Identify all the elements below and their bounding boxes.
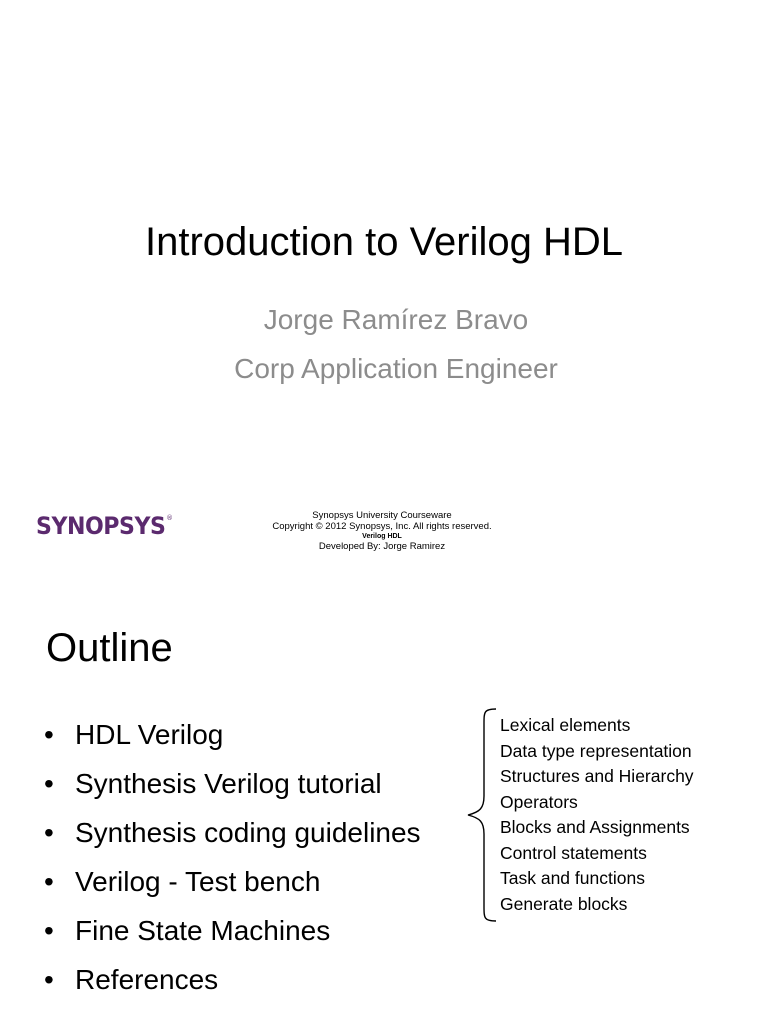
- bullet-text: Synthesis coding guidelines: [75, 817, 421, 848]
- logo-text: SYNOPSYS: [36, 512, 166, 540]
- outline-bullet: [44, 857, 421, 906]
- slide-title: Introduction to Verilog HDL: [144, 220, 624, 264]
- footer-copyright: Copyright © 2012 Synopsys, Inc. All rights reserved.: [272, 521, 492, 532]
- bullet-text: HDL Verilog: [75, 719, 224, 750]
- outline-bullet: [44, 955, 421, 1004]
- subtopic-item: Data type representation: [500, 740, 692, 761]
- curly-brace-icon: [462, 708, 498, 922]
- outline-bullet-list: [44, 710, 421, 1004]
- outline-bullet: [44, 759, 421, 808]
- bullet-text: Synthesis Verilog tutorial: [75, 768, 382, 799]
- bullet-text: References: [75, 964, 219, 995]
- bullet-icon: •: [44, 817, 54, 848]
- synopsys-logo: [36, 512, 171, 540]
- subtopic-item: Lexical elements: [500, 715, 631, 735]
- bullet-icon: •: [44, 866, 54, 897]
- author-role: Corp Application Engineer: [234, 353, 558, 384]
- subtopic-item: Task and functions: [500, 868, 645, 888]
- subtopic-item: Operators: [500, 791, 578, 812]
- subtopic-list: [500, 713, 694, 917]
- outline-slide: [0, 600, 768, 1024]
- courseware-footer: [232, 510, 532, 552]
- outline-bullet: [44, 808, 421, 857]
- bullet-icon: •: [44, 768, 54, 799]
- footer-courseware: Synopsys University Courseware: [312, 510, 452, 521]
- bullet-icon: •: [44, 964, 54, 995]
- footer-developer: Developed By: Jorge Ramirez: [318, 541, 446, 552]
- outline-bullet: [44, 710, 421, 759]
- outline-bullet: [44, 906, 421, 955]
- subtopic-item: Structures and Hierarchy: [500, 766, 694, 786]
- subtopic-item: Blocks and Assignments: [500, 817, 690, 837]
- bullet-icon: •: [44, 719, 54, 750]
- bullet-text: Fine State Machines: [75, 915, 331, 946]
- subtopic-item: Generate blocks: [500, 893, 628, 914]
- author-name: Jorge Ramírez Bravo: [263, 304, 529, 335]
- registered-mark: ®: [166, 514, 173, 522]
- bullet-text: Verilog - Test bench: [75, 866, 321, 897]
- subtopic-item: Control statements: [500, 842, 647, 863]
- footer-course-name: Verilog HDL: [362, 533, 402, 540]
- bullet-icon: •: [44, 915, 54, 946]
- outline-title: Outline: [46, 626, 173, 670]
